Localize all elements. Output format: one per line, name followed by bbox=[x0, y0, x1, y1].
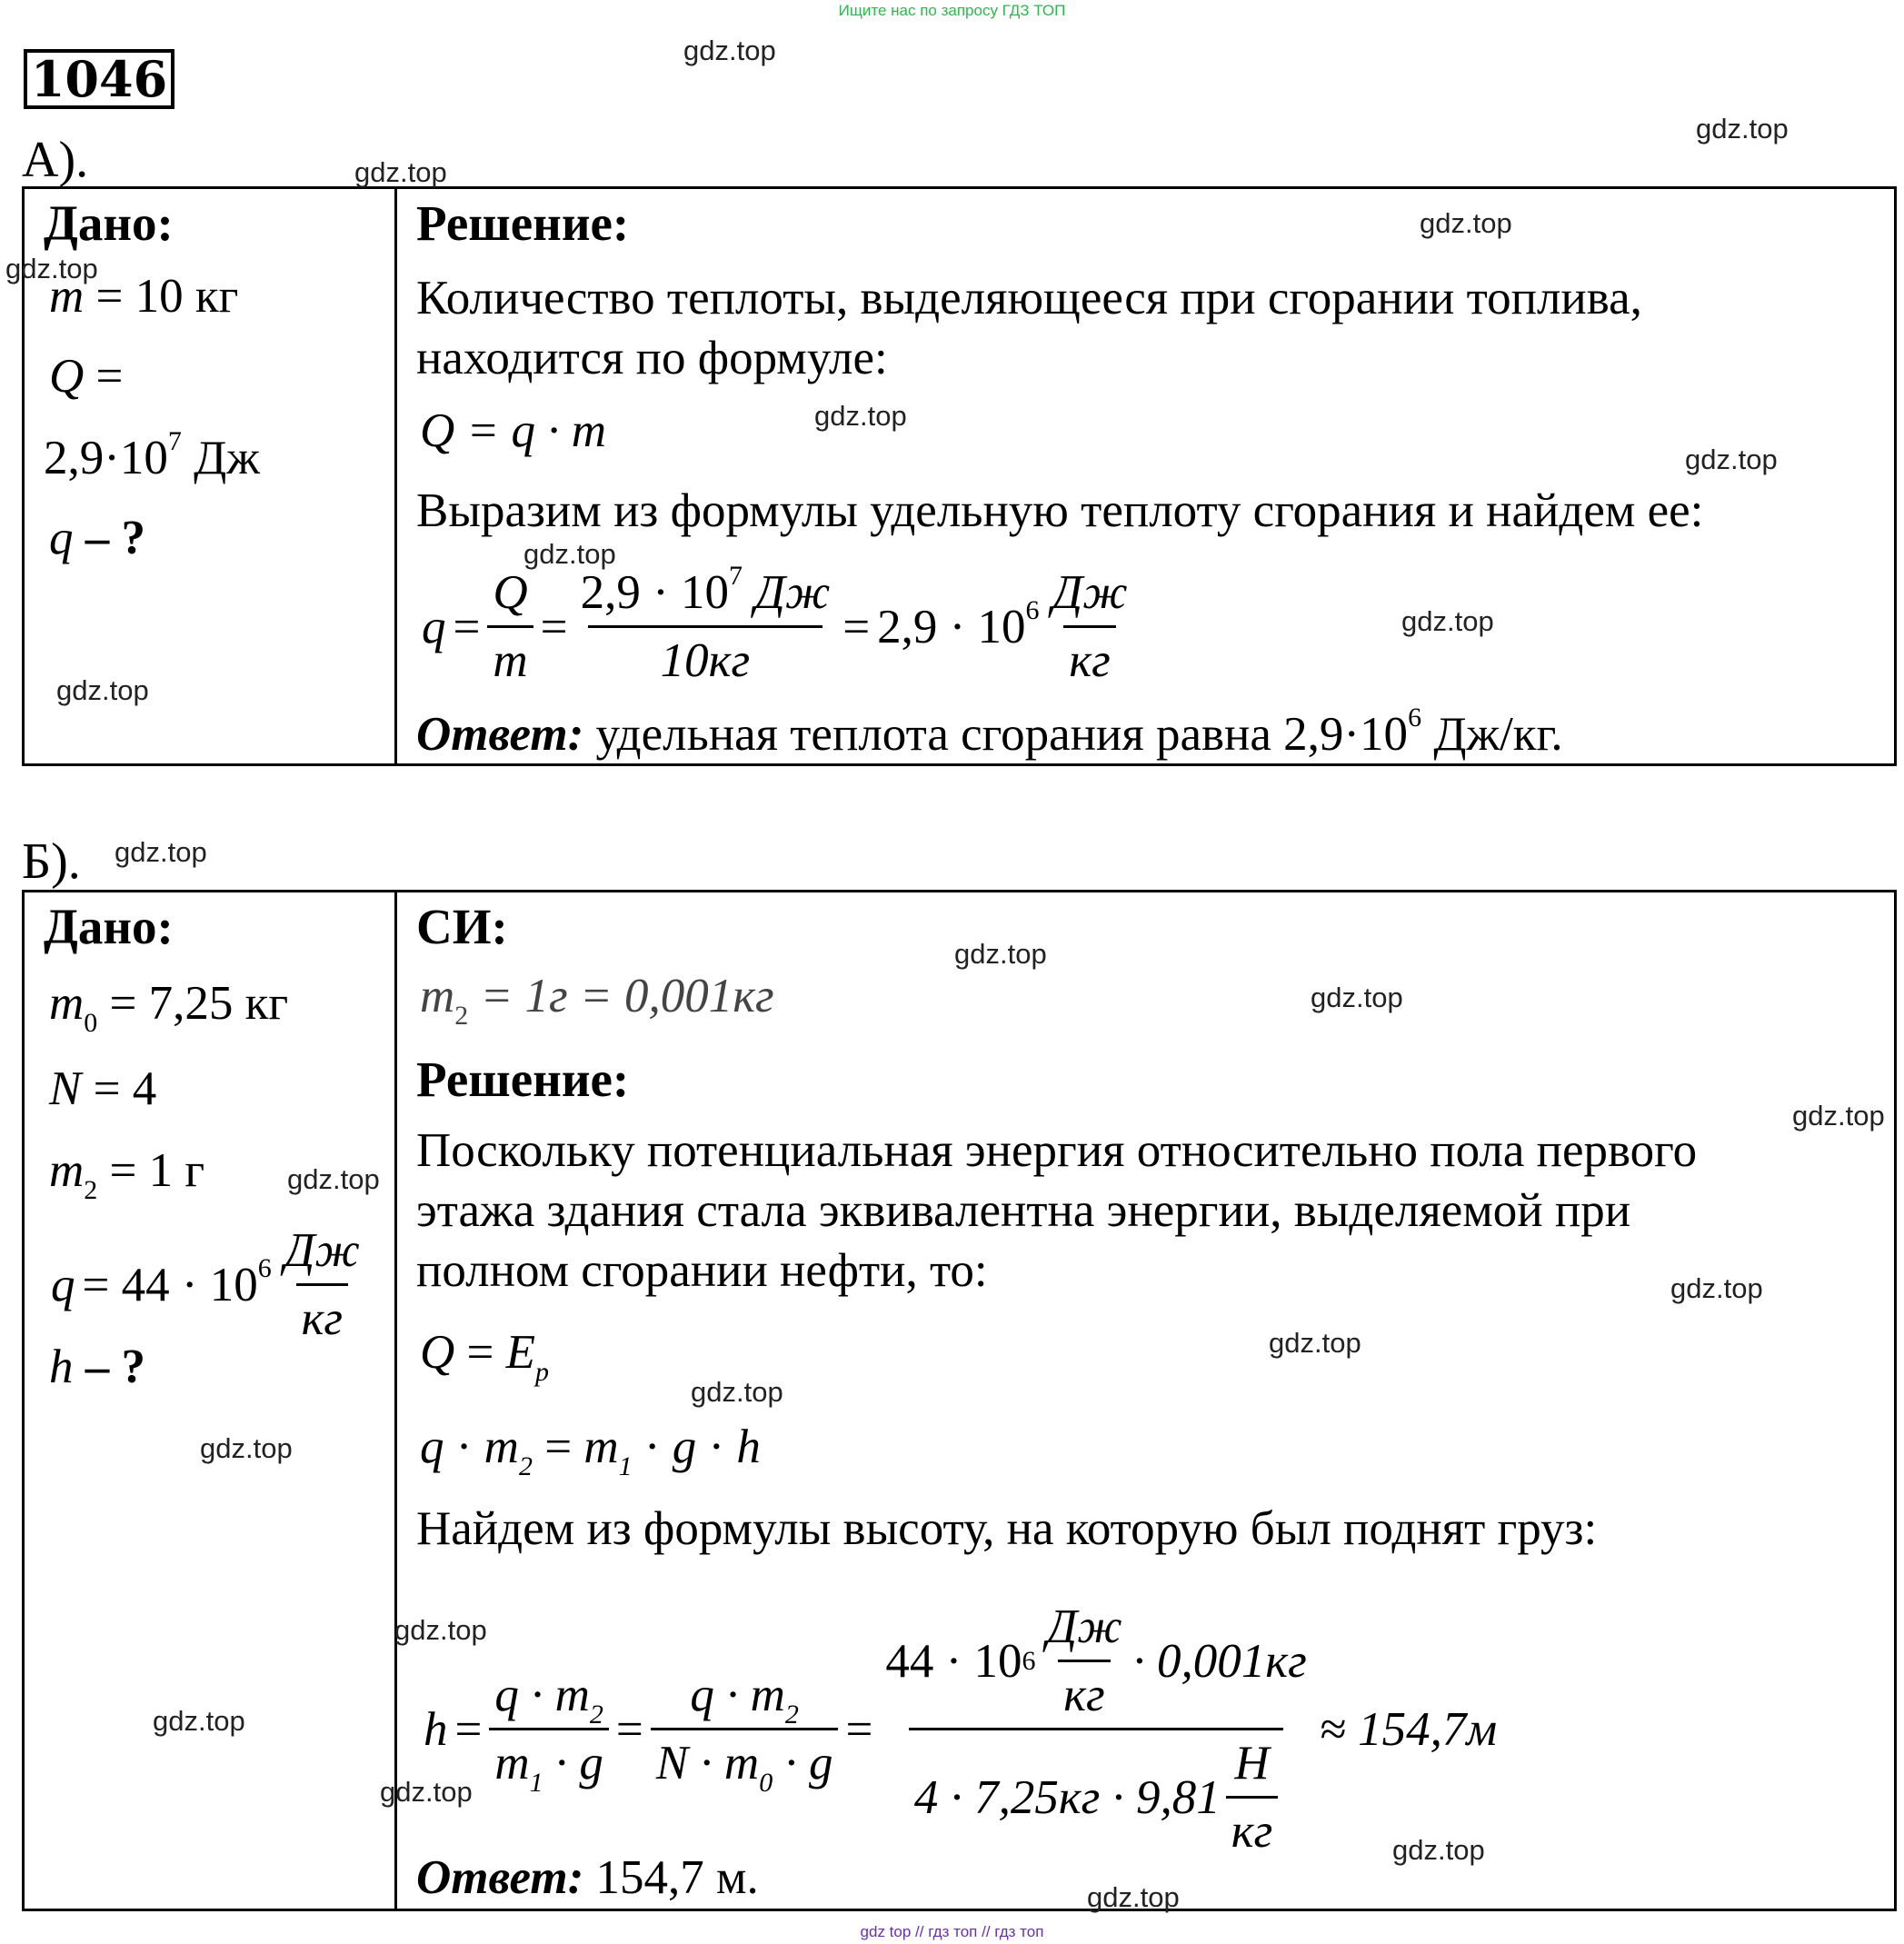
watermark: gdz.top bbox=[115, 836, 207, 868]
watermark: gdz.top bbox=[683, 35, 776, 66]
part-a-formula2: q = $\frac{Q}{m}$ = $\frac{2,9 \cdot 10^7 Дж}{10кг}$ = $2,9 \cdot 10^6$ $\frac{Дж}{кг}$ bbox=[422, 561, 1128, 687]
part-a-given-Q-value: $2,9\cdot 10^7$ Дж bbox=[44, 426, 260, 484]
top-banner: Ищите нас по запросу ГДЗ ТОП bbox=[838, 2, 1066, 19]
watermark: gdz.top bbox=[394, 1614, 487, 1646]
part-a-given-Q: Q = bbox=[49, 350, 124, 403]
part-b-given-title: Дано: bbox=[44, 899, 174, 954]
part-b-eq1: $Q = E_p$ bbox=[420, 1326, 550, 1387]
part-b-si-title: СИ: bbox=[416, 899, 508, 954]
part-b-given-q: q = $44 \cdot 10^6$ $\frac{Дж}{кг}$ bbox=[51, 1224, 360, 1345]
watermark: gdz.top bbox=[287, 1163, 380, 1195]
part-a-formula1: Q = q · m bbox=[420, 404, 607, 457]
part-b-given-m0: $m_0 = 7,25$ кг bbox=[49, 977, 289, 1038]
part-a-text1: Количество теплоты, выделяющееся при сгорании топлива, bbox=[416, 272, 1642, 324]
watermark: gdz.top bbox=[954, 938, 1047, 970]
part-b-text1: Поскольку потенциальная энергия относительно пола первого bbox=[416, 1124, 1698, 1177]
watermark: gdz.top bbox=[1087, 1881, 1180, 1913]
part-b-text3: полном сгорании нефти, то: bbox=[416, 1244, 988, 1297]
footer: gdz top // гдз топ // гдз топ bbox=[860, 1923, 1044, 1940]
part-b-label: Б). bbox=[22, 833, 81, 890]
part-b-solution-title: Решение: bbox=[416, 1052, 630, 1107]
part-b-given-N: N = 4 bbox=[49, 1062, 157, 1115]
part-b-text4: Найдем из формулы высоту, на которую был поднят груз: bbox=[416, 1502, 1598, 1555]
watermark: gdz.top bbox=[56, 674, 149, 706]
watermark: gdz.top bbox=[1696, 113, 1789, 145]
watermark: gdz.top bbox=[1685, 444, 1778, 475]
part-b-given-m2: $m_2 = 1$ г bbox=[49, 1144, 205, 1205]
watermark: gdz.top bbox=[354, 156, 447, 188]
part-b-answer: Ответ: 154,7 м. bbox=[416, 1851, 759, 1904]
part-a-given-title: Дано: bbox=[44, 195, 174, 251]
watermark: gdz.top bbox=[153, 1705, 245, 1737]
part-a-text2: находится по формуле: bbox=[416, 332, 888, 384]
part-a-given-q-ask: q – ? bbox=[49, 512, 145, 564]
watermark: gdz.top bbox=[814, 400, 907, 432]
watermark: gdz.top bbox=[523, 538, 616, 570]
watermark: gdz.top bbox=[1392, 1834, 1485, 1866]
part-a-label: А). bbox=[22, 132, 89, 188]
part-a-answer: Ответ: удельная теплота сгорания равна $2,9\cdot 10^6$ Дж/кг. bbox=[416, 703, 1563, 761]
watermark: gdz.top bbox=[1401, 605, 1494, 637]
part-b-text2: этажа здания стала эквивалентна энергии, выделяемой при bbox=[416, 1184, 1631, 1237]
watermark: gdz.top bbox=[1670, 1272, 1763, 1304]
watermark: gdz.top bbox=[5, 253, 98, 284]
watermark: gdz.top bbox=[1420, 207, 1512, 239]
part-b-given-h-ask: h – ? bbox=[49, 1341, 145, 1393]
watermark: gdz.top bbox=[1269, 1327, 1361, 1359]
part-b-formula3: h = $\frac{q \cdot m_2}{m_1 \cdot g}$ = $\frac{q \cdot m_2}{N \cdot m_0 \cdot g}$ = 44 · 10 6 $\frac{Дж}{кг}$ · 0,001кг 4 · 7,25кг · 9,81 $\frac{Н}{кг}$ ≈ 154,7м bbox=[424, 1600, 1498, 1858]
part-a-solution-title: Решение: bbox=[416, 195, 630, 251]
part-b-divider bbox=[394, 890, 397, 1911]
task-number: 1046 bbox=[24, 49, 174, 109]
watermark: gdz.top bbox=[1311, 982, 1403, 1013]
watermark: gdz.top bbox=[691, 1376, 783, 1408]
watermark: gdz.top bbox=[1792, 1100, 1885, 1132]
part-a-divider bbox=[394, 186, 397, 766]
part-b-eq2: $q \cdot m_2 = m_1 \cdot g \cdot h$ bbox=[420, 1421, 761, 1481]
part-b-si-value: $m_2 = 1г = 0,001кг$ bbox=[420, 970, 774, 1031]
part-a-text3: Выразим из формулы удельную теплоту сгорания и найдем ее: bbox=[416, 484, 1704, 537]
part-a-given-m: m = 10 кг bbox=[49, 270, 239, 323]
watermark: gdz.top bbox=[200, 1432, 293, 1464]
watermark: gdz.top bbox=[380, 1776, 473, 1808]
